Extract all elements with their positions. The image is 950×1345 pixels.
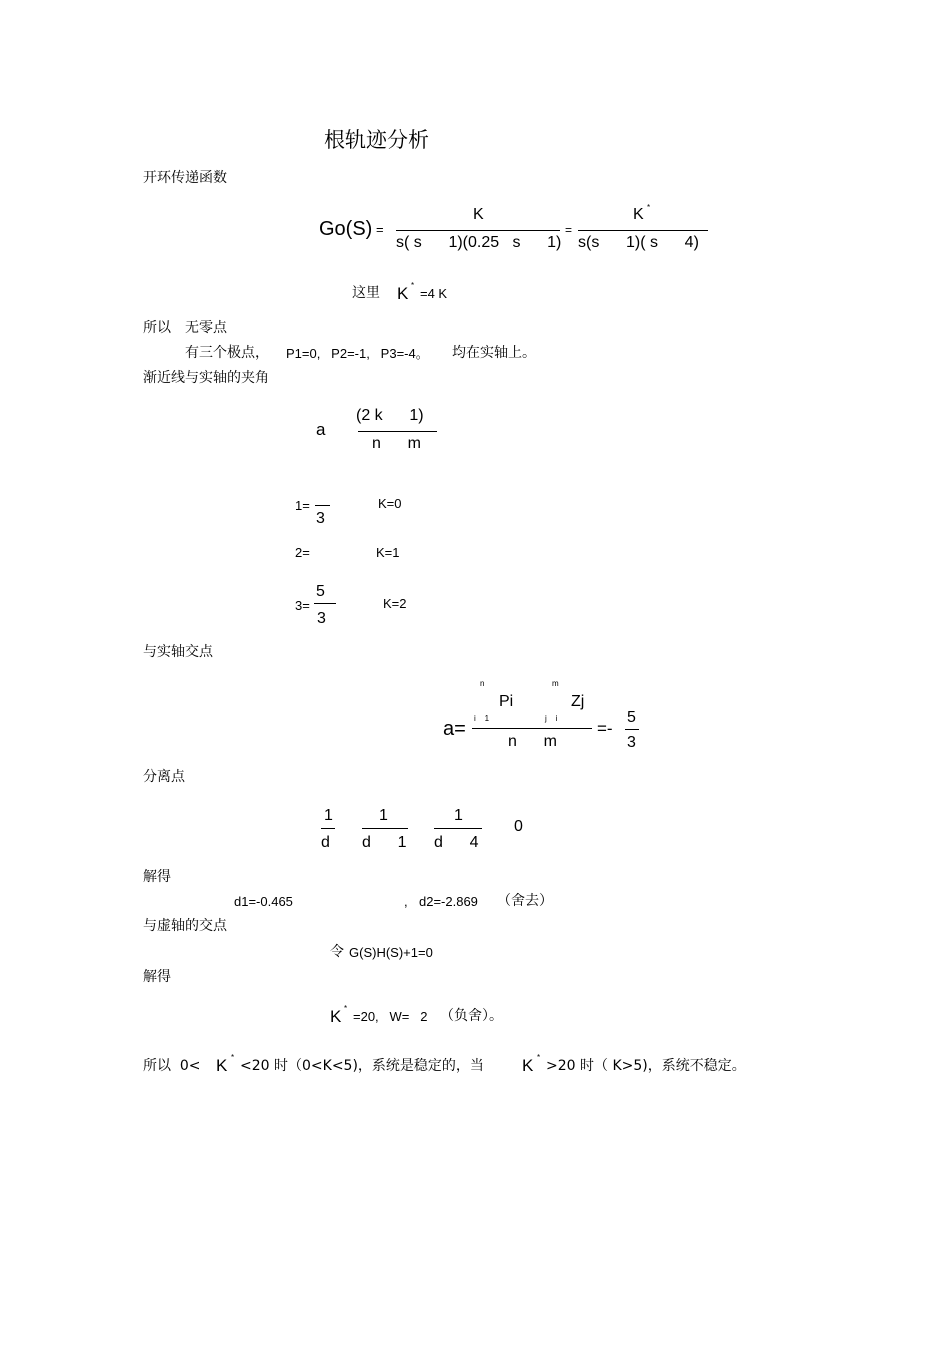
centroid-sup-n: n: [480, 679, 485, 688]
angle-1-fraction-bar: [315, 505, 330, 506]
centroid-result-den: 3: [627, 734, 636, 751]
section-open-loop-heading: 开环传递函数: [143, 170, 227, 186]
breakaway-f2-bar: [362, 828, 408, 829]
centroid-fraction-bar: [472, 728, 592, 729]
tf-fraction-bar-1: [396, 230, 560, 231]
angle-2-lhs: 2=: [295, 545, 310, 560]
tf-lhs: Go(S): [319, 218, 373, 240]
angle-1-k: K=0: [378, 496, 402, 511]
breakaway-f1-bar: [321, 828, 335, 829]
solution-note: （舍去）: [497, 893, 553, 909]
breakaway-f2-den: d 1: [362, 834, 407, 851]
angle-1-den: 3: [316, 510, 325, 527]
angle-3-den: 3: [317, 610, 326, 627]
tf-num1: K: [473, 206, 484, 223]
conclusion-k-2: K: [522, 1056, 534, 1075]
here-k: K: [397, 284, 409, 303]
centroid-eq: =-: [597, 719, 613, 738]
here-rest: =4 K: [420, 286, 448, 301]
conclusion-k-1: K: [216, 1056, 228, 1075]
tf-den1: s( s 1)(0.25 s 1): [396, 234, 562, 251]
angle-lhs: a: [316, 420, 326, 439]
condition-expr: G(S)H(S)+1=0: [349, 945, 433, 960]
angle-den: n m: [372, 435, 421, 452]
section-breakaway-heading: 分离点: [143, 769, 185, 785]
result-text: =20, W= 2: [353, 1009, 428, 1024]
result-sup: *: [344, 1004, 348, 1013]
tf-den2: s(s 1)( s 4): [578, 234, 699, 251]
solution-d1: d1=-0.465: [234, 894, 293, 909]
tf-num2: K: [633, 206, 644, 223]
so-label: 所以: [143, 320, 171, 336]
centroid-sub-j: j i: [545, 714, 558, 723]
section-imag-intersection-heading: 与虚轴的交点: [143, 918, 227, 934]
conclusion-sup-1: *: [231, 1053, 235, 1062]
centroid-den: n m: [508, 733, 557, 750]
breakaway-f1-num: 1: [324, 807, 333, 824]
centroid-sup-m: m: [552, 679, 559, 688]
section-asymptote-angle-heading: 渐近线与实轴的夹角: [143, 370, 269, 386]
centroid-zj: Zj: [571, 693, 585, 710]
breakaway-f3-num: 1: [454, 807, 463, 824]
poles-text: 有三个极点，: [185, 345, 269, 361]
breakaway-f1-den: d: [321, 834, 330, 851]
here-label: 这里: [352, 285, 380, 301]
breakaway-rhs: 0: [514, 818, 523, 835]
poles-location-text: 均在实轴上。: [452, 345, 536, 361]
page-title: 根轨迹分析: [324, 128, 429, 152]
centroid-lhs: a=: [443, 718, 466, 740]
tf-fraction-bar-2: [578, 230, 708, 231]
conclusion-sup-2: *: [537, 1053, 541, 1062]
solution-comma: ,: [404, 894, 408, 909]
centroid-sub-i: i 1: [474, 714, 490, 723]
breakaway-f2-num: 1: [379, 807, 388, 824]
result-note: （负舍）。: [440, 1008, 503, 1024]
solve-label-2: 解得: [143, 969, 171, 985]
condition-ling: 令: [330, 944, 344, 960]
angle-3-lhs: 3=: [295, 598, 310, 613]
angle-num: (2 k 1): [356, 407, 424, 424]
tf-num2-sup: *: [647, 203, 651, 212]
poles-values: P1=0, P2=-1, P3=-4。: [286, 346, 429, 361]
angle-3-num: 5: [316, 583, 325, 600]
breakaway-f3-bar: [434, 828, 482, 829]
here-sup: *: [411, 281, 415, 290]
solution-d2: d2=-2.869: [419, 894, 478, 909]
conclusion-part-2: <20 时（0<K<5)，系统是稳定的，当: [240, 1058, 484, 1074]
breakaway-f3-den: d 4: [434, 834, 479, 851]
solve-label-1: 解得: [143, 869, 171, 885]
angle-fraction-bar: [358, 431, 437, 432]
no-zeros-text: 无零点: [185, 320, 227, 336]
angle-2-k: K=1: [376, 545, 400, 560]
centroid-pi: Pi: [499, 693, 514, 710]
centroid-result-bar: [625, 729, 639, 730]
section-real-intersection-heading: 与实轴交点: [143, 644, 213, 660]
angle-1-lhs: 1=: [295, 498, 310, 513]
centroid-result-num: 5: [627, 709, 636, 726]
tf-eq2: =: [565, 223, 573, 237]
conclusion-part-3: >20 时（ K>5)，系统不稳定。: [546, 1058, 746, 1074]
angle-3-k: K=2: [383, 596, 407, 611]
tf-eq1: =: [376, 222, 384, 237]
angle-3-fraction-bar: [314, 603, 336, 604]
conclusion-part-1: 所以 0<: [143, 1058, 201, 1074]
result-k: K: [330, 1007, 342, 1026]
